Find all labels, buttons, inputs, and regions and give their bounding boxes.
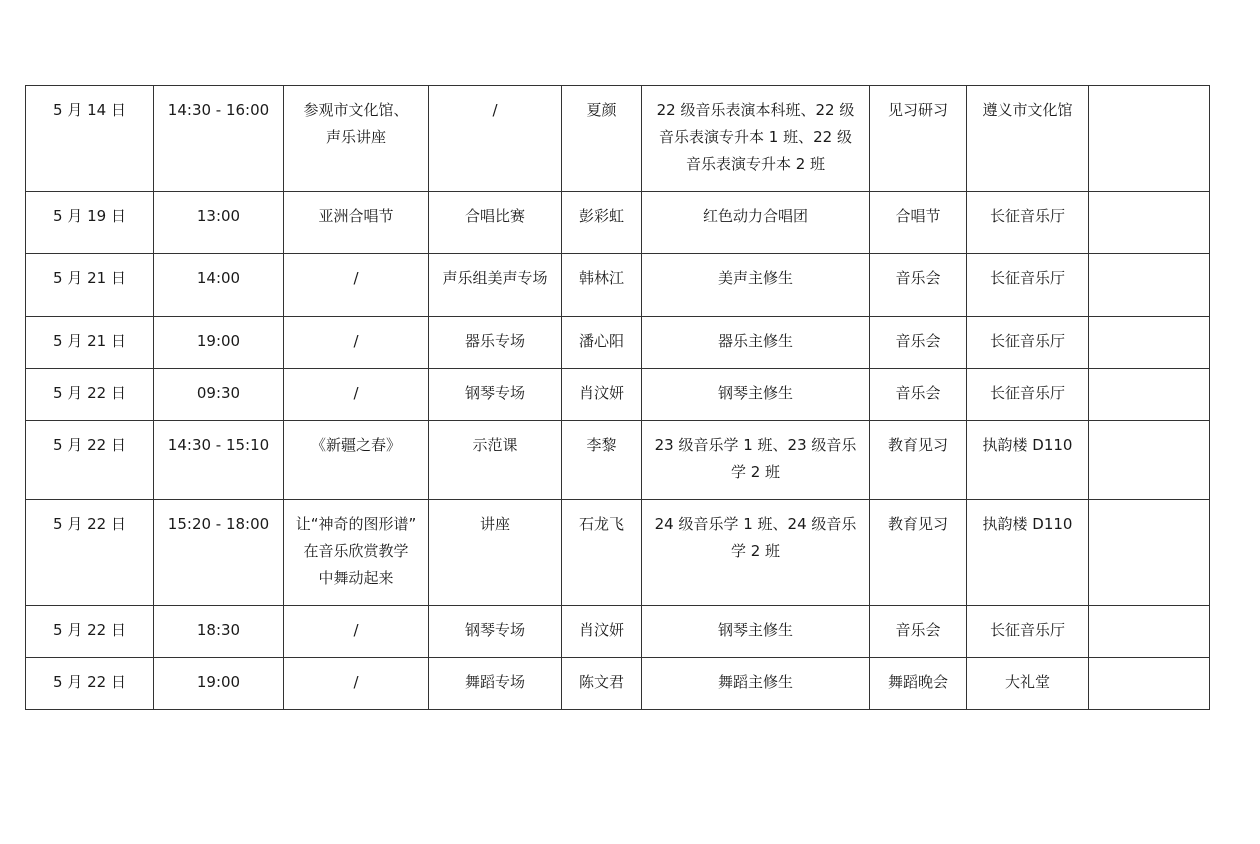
title-cell: 参观市文化馆、 声乐讲座	[284, 86, 429, 192]
kind-cell: 舞蹈晚会	[870, 658, 967, 710]
person-cell: 陈文君	[562, 658, 642, 710]
date-cell: 5 月 22 日	[26, 658, 154, 710]
kind-cell: 音乐会	[870, 606, 967, 658]
date-cell: 5 月 22 日	[26, 369, 154, 421]
person-cell: 肖汶妍	[562, 369, 642, 421]
note-cell	[1089, 606, 1210, 658]
table-row	[26, 86, 1210, 192]
title-cell: 让“神奇的图形谱” 在音乐欣赏教学 中舞动起来	[284, 500, 429, 606]
person-cell: 夏颜	[562, 86, 642, 192]
title-cell: /	[284, 317, 429, 369]
type-cell: 合唱比赛	[429, 192, 562, 254]
table-row	[26, 192, 1210, 254]
table-row	[26, 254, 1210, 317]
person-cell: 肖汶妍	[562, 606, 642, 658]
kind-cell: 教育见习	[870, 421, 967, 500]
time-cell: 14:30 - 16:00	[154, 86, 284, 192]
venue-cell: 执韵楼 D110	[967, 421, 1089, 500]
note-cell	[1089, 421, 1210, 500]
note-cell	[1089, 317, 1210, 369]
schedule-table	[25, 85, 1210, 710]
person-cell: 潘心阳	[562, 317, 642, 369]
venue-cell: 遵义市文化馆	[967, 86, 1089, 192]
type-cell: /	[429, 86, 562, 192]
time-cell: 19:00	[154, 317, 284, 369]
time-cell: 13:00	[154, 192, 284, 254]
venue-cell: 长征音乐厅	[967, 317, 1089, 369]
date-cell: 5 月 14 日	[26, 86, 154, 192]
title-cell: /	[284, 606, 429, 658]
audience-cell: 红色动力合唱团	[642, 192, 870, 254]
kind-cell: 音乐会	[870, 254, 967, 317]
time-cell: 09:30	[154, 369, 284, 421]
time-cell: 15:20 - 18:00	[154, 500, 284, 606]
audience-cell: 美声主修生	[642, 254, 870, 317]
table-row	[26, 369, 1210, 421]
title-cell: 《新疆之春》	[284, 421, 429, 500]
date-cell: 5 月 21 日	[26, 254, 154, 317]
title-cell: /	[284, 658, 429, 710]
person-cell: 彭彩虹	[562, 192, 642, 254]
venue-cell: 执韵楼 D110	[967, 500, 1089, 606]
date-cell: 5 月 22 日	[26, 421, 154, 500]
table-row	[26, 317, 1210, 369]
audience-cell: 钢琴主修生	[642, 606, 870, 658]
kind-cell: 音乐会	[870, 317, 967, 369]
kind-cell: 合唱节	[870, 192, 967, 254]
type-cell: 钢琴专场	[429, 606, 562, 658]
kind-cell: 教育见习	[870, 500, 967, 606]
title-cell: /	[284, 254, 429, 317]
type-cell: 钢琴专场	[429, 369, 562, 421]
kind-cell: 音乐会	[870, 369, 967, 421]
date-cell: 5 月 19 日	[26, 192, 154, 254]
time-cell: 19:00	[154, 658, 284, 710]
time-cell: 18:30	[154, 606, 284, 658]
date-cell: 5 月 21 日	[26, 317, 154, 369]
note-cell	[1089, 658, 1210, 710]
date-cell: 5 月 22 日	[26, 606, 154, 658]
title-cell: /	[284, 369, 429, 421]
venue-cell: 长征音乐厅	[967, 606, 1089, 658]
note-cell	[1089, 369, 1210, 421]
table-row	[26, 606, 1210, 658]
note-cell	[1089, 192, 1210, 254]
type-cell: 示范课	[429, 421, 562, 500]
type-cell: 讲座	[429, 500, 562, 606]
title-cell: 亚洲合唱节	[284, 192, 429, 254]
schedule-body	[26, 86, 1210, 710]
audience-cell: 22 级音乐表演本科班、22 级 音乐表演专升本 1 班、22 级 音乐表演专升本 2 班	[642, 86, 870, 192]
person-cell: 李黎	[562, 421, 642, 500]
table-row	[26, 421, 1210, 500]
person-cell: 韩林江	[562, 254, 642, 317]
venue-cell: 大礼堂	[967, 658, 1089, 710]
type-cell: 声乐组美声专场	[429, 254, 562, 317]
audience-cell: 24 级音乐学 1 班、24 级音乐 学 2 班	[642, 500, 870, 606]
venue-cell: 长征音乐厅	[967, 369, 1089, 421]
note-cell	[1089, 254, 1210, 317]
date-cell: 5 月 22 日	[26, 500, 154, 606]
time-cell: 14:30 - 15:10	[154, 421, 284, 500]
note-cell	[1089, 500, 1210, 606]
table-row	[26, 658, 1210, 710]
table-row	[26, 500, 1210, 606]
person-cell: 石龙飞	[562, 500, 642, 606]
audience-cell: 钢琴主修生	[642, 369, 870, 421]
audience-cell: 器乐主修生	[642, 317, 870, 369]
audience-cell: 舞蹈主修生	[642, 658, 870, 710]
kind-cell: 见习研习	[870, 86, 967, 192]
type-cell: 舞蹈专场	[429, 658, 562, 710]
audience-cell: 23 级音乐学 1 班、23 级音乐 学 2 班	[642, 421, 870, 500]
type-cell: 器乐专场	[429, 317, 562, 369]
venue-cell: 长征音乐厅	[967, 254, 1089, 317]
time-cell: 14:00	[154, 254, 284, 317]
venue-cell: 长征音乐厅	[967, 192, 1089, 254]
note-cell	[1089, 86, 1210, 192]
